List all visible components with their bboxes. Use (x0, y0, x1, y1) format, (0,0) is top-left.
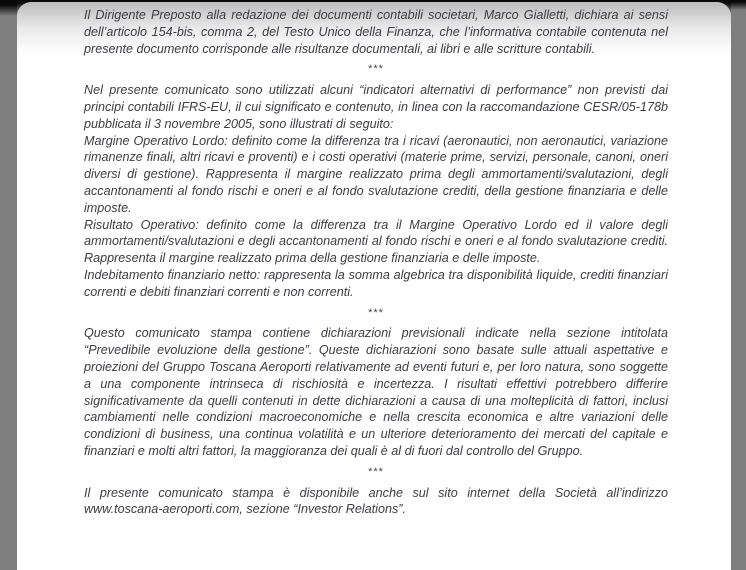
paragraph-risultato-operativo: Risultato Operativo: definito come la differenza tra il Margine Operativo Lordo ed il valore degli ammortamenti/svalutazioni e degli accantonamenti al fondo rischi e oneri e al fondo svalutazione crediti. Rappresenta il margine realizzato prima della gestione finanziaria e delle imposte. (84, 217, 668, 266)
paragraph-margine-operativo-lordo: Margine Operativo Lordo: definito come la differenza tra i ricavi (aeronautici, non aeronautici, variazione rimanenze finali, altri ricavi e proventi) e i costi operativi (materie prime, servizi, personale, canoni, oneri diversi di gestione). Rappresenta il margine realizzato prima degli ammortamenti/svalutazioni, degli accantonamenti al fondo rischi e oneri e al fondo svalutazione crediti, della gestione finanziaria e delle imposte. (84, 133, 668, 215)
section-separator: *** (368, 465, 384, 478)
document-content (17, 2, 731, 518)
paragraph-dichiarazioni-previsionali: Questo comunicato stampa contiene dichiarazioni previsionali indicate nella sezione intitolata “Prevedibile evoluzione della gestione”. Queste dichiarazioni sono basate sulle attuali aspettative e proiezioni del Gruppo Toscana Aeroporti relativamente ad eventi futuri e, per loro natura, sono soggette a una componente intrinseca di rischiosità e incertezza. I risultati effettivi potrebbero differire significativamente da quelli contenuti in dette dichiarazioni a causa di una molteplicità di fattori, inclusi cambiamenti nelle condizioni macroeconomiche e nella crescita economica e altre variazioni delle condizioni di business, una continua volatilità e un ulteriore deterioramento dei mercati del capitale e finanziari e molti altri fattori, la maggioranza dei quali è al di fuori dal controllo del Gruppo. (84, 326, 668, 458)
viewer-background-left (0, 0, 17, 570)
paragraph-disponibilita-sito: Il presente comunicato stampa è disponibile anche sul sito internet della Società all’indirizzo www.toscana-aeroporti.com, sezione “Investor Relations”. (84, 485, 668, 517)
paragraph-indebitamento-finanziario: Indebitamento finanziario netto: rappresenta la somma algebrica tra disponibilità liquide, crediti finanziari correnti e debiti finanziari correnti e non correnti. (84, 267, 668, 299)
section-separator: *** (368, 306, 384, 319)
pdf-page (17, 2, 731, 570)
section-separator: *** (368, 63, 384, 76)
viewer-background-right (731, 0, 746, 570)
paragraph-dichiarazione-dirigente: Il Dirigente Preposto alla redazione dei documenti contabili societari, Marco Gialletti, dichiara ai sensi dell’articolo 154-bis, comma 2, del Testo Unico della Finanza, che l’informativa contabile contenuta nel presente documento corrisponde alle risultanze documentali, ai libri e alle scritture contabili. (84, 8, 668, 56)
paragraph-indicatori-performance: Nel presente comunicato sono utilizzati alcuni “indicatori alternativi di performance” non previsti dai principi contabili IFRS-EU, il cui significato e contenuto, in linea con la raccomandazione CESR/05-178b pubblicata il 3 novembre 2005, sono illustrati di seguito: (84, 83, 668, 131)
